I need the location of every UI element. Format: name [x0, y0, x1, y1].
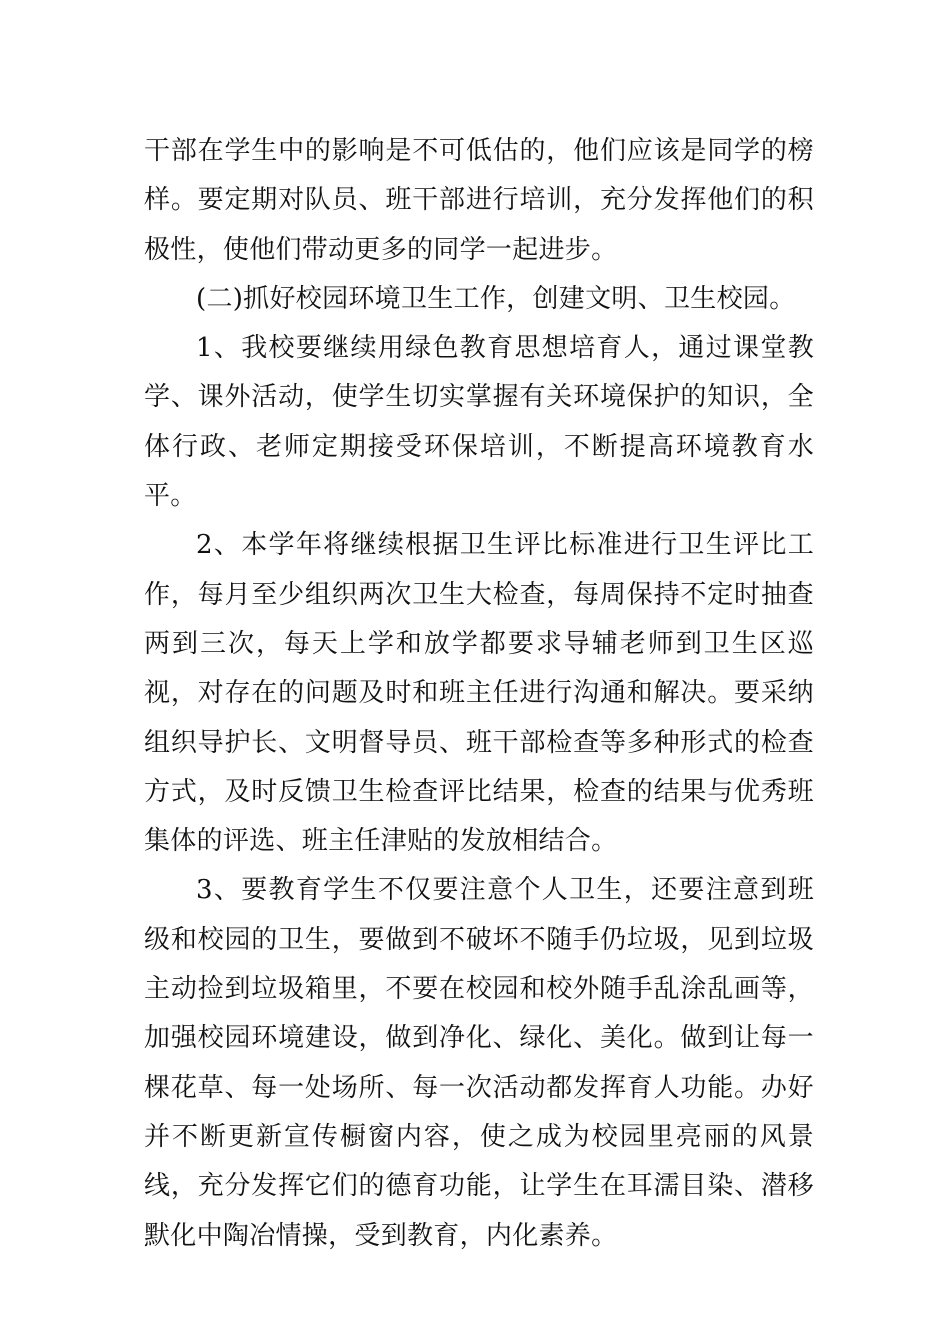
paragraph-continuation: 干部在学生中的影响是不可低估的，他们应该是同学的榜样。要定期对队员、班干部进行培训，充分发挥他们的积极性，使他们带动更多的同学一起进步。: [144, 136, 814, 265]
paragraph-item-3: 3、要教育学生不仅要注意个人卫生，还要注意到班级和校园的卫生，要做到不破坏不随手仍垃圾，见到垃圾主动捡到垃圾箱里，不要在校园和校外随手乱涂乱画等，加强校园环境建设，做到净化、绿化、美化。做到让每一棵花草、每一处场所、每一次活动都发挥育人功能。办好并不断更新宣传橱窗内容，使之成为校园里亮丽的风景线，充分发挥它们的德育功能，让学生在耳濡目染、潜移默化中陶冶情操，受到教育，内化素养。: [144, 875, 814, 1251]
section-heading: (二)抓好校园环境卫生工作，创建文明、卫生校园。: [196, 283, 796, 314]
paragraph-item-1: 1、我校要继续用绿色教育思想培育人，通过课堂教学、课外活动，使学生切实掌握有关环境保护的知识，全体行政、老师定期接受环保培训，不断提高环境教育水平。: [144, 333, 814, 512]
paragraph-item-2: 2、本学年将继续根据卫生评比标准进行卫生评比工作，每月至少组织两次卫生大检查，每周保持不定时抽查两到三次，每天上学和放学都要求导辅老师到卫生区巡视，对存在的问题及时和班主任进行沟通和解决。要采纳组织导护长、文明督导员、班干部检查等多种形式的检查方式，及时反馈卫生检查评比结果，检查的结果与优秀班集体的评选、班主任津贴的发放相结合。: [144, 530, 814, 857]
document-body: [144, 127, 814, 1261]
